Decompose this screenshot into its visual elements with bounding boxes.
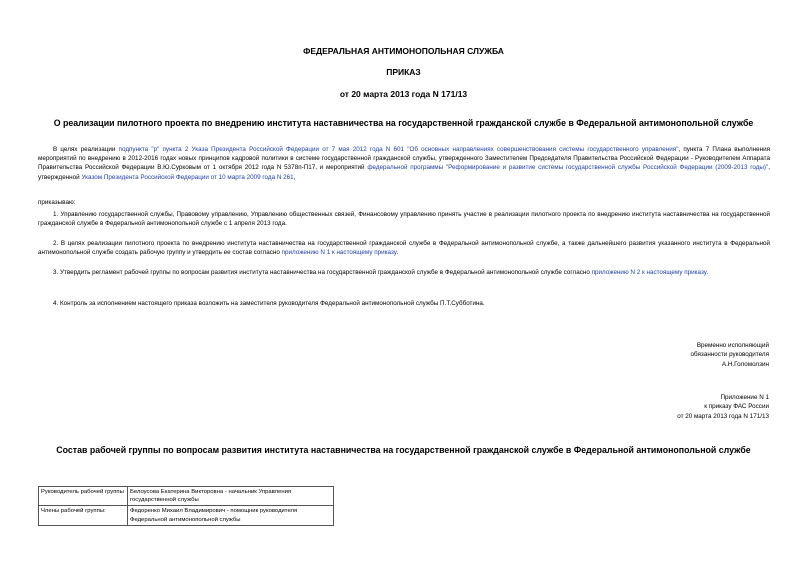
- link-appendix-1[interactable]: приложению N 1 к настоящему приказу: [281, 249, 397, 257]
- table-row: [39, 506, 334, 525]
- doc-type: ПРИКАЗ: [386, 67, 421, 77]
- preamble-paragraph: [38, 145, 770, 182]
- item-4: [38, 299, 770, 308]
- signature-line-1: Временно исполняющий: [696, 342, 769, 349]
- appendix-line-1: Приложение N 1: [720, 394, 769, 401]
- order-word: приказываю:: [38, 199, 76, 206]
- table-cell-member: Федоренко Михаил Владимирович - помощник руководителя Федеральной антимонопольной службы: [128, 506, 334, 525]
- appendix-title: Состав рабочей группы по вопросам развития института наставничества на государственной гражданской службе в Федеральной антимонопольной службе: [56, 445, 751, 455]
- item-1-text: 1. Управлению государственной службы, Правовому управлению, Управлению общественных связей, Финансовому управлению принять участие в реализации пилотного проекта по внедрению института наставничества на государственной гражданской службе в Федеральной антимонопольной службе с 1 апреля 2013 года.: [38, 211, 770, 228]
- working-group-table: [38, 486, 334, 526]
- link-ukaz-261[interactable]: Указом Президента Российской Федерации от 10 марта 2009 года N 261: [81, 173, 294, 181]
- preamble-text-1: В целях реализации: [53, 146, 119, 153]
- table-row: [39, 487, 334, 506]
- table-cell-member: Белоусова Екатерина Викторовна - начальник Управления государственной службы: [128, 487, 334, 506]
- item-3-end: .: [706, 269, 709, 276]
- table-cell-role: Руководитель рабочей группы: [39, 487, 128, 506]
- document-title: О реализации пилотного проекта по внедрению института наставничества на государственной гражданской службе в Федеральной антимонопольной службе: [53, 118, 754, 128]
- appendix-line-3: от 20 марта 2013 года N 171/13: [677, 412, 769, 420]
- table-cell-role: Члены рабочей группы:: [39, 506, 128, 525]
- signature-block: [691, 341, 769, 369]
- item-1: [38, 210, 770, 228]
- preamble-text-4: ,: [293, 173, 296, 181]
- signature-line-2: обязанности руководителя: [690, 351, 769, 359]
- preamble-text-2: , пункта 7 Плана выполнения мероприятий по внедрению в 2012-2016 годах новых принципов кадровой политики в системе государственной гражданской службы, утвержденного Заместителем Председателя Правительства Российской Федерации - Руководителем Аппарата Правительства Российской Федерации В.Ю.Сурковым от 1 октября 2012 года N 5378п-П17, и мероприятий: [38, 146, 770, 172]
- preamble-text-3: , утвержденной: [38, 164, 771, 181]
- link-federal-program[interactable]: федеральной программы "Реформирование и развитие системы государственной службы Российской Федерации (2009-2013 годы)": [367, 164, 769, 172]
- item-4-text: 4. Контроль за исполнением настоящего приказа возложить на заместителя руководителя Федеральной антимонопольной службы П.Т.Субботина.: [53, 300, 485, 307]
- item-2-end: .: [396, 249, 399, 257]
- signature-name: А.Н.Голомолзин: [721, 360, 769, 368]
- item-2-text: 2. В целях реализации пилотного проекта по внедрению института наставничества на государственной гражданской службе в Федеральной антимонопольной службе, а также дальнейшего развития указанного института в Федеральной антимонопольной службе создать рабочую группу и утвердить ее состав согласно: [38, 240, 770, 257]
- item-3: [38, 268, 770, 277]
- org-name: ФЕДЕРАЛЬНАЯ АНТИМОНОПОЛЬНАЯ СЛУЖБА: [303, 46, 504, 56]
- appendix-line-2: к приказу ФАС России: [704, 403, 769, 411]
- item-2: [38, 239, 770, 257]
- doc-date-number: от 20 марта 2013 года N 171/13: [339, 89, 468, 99]
- link-ukaz-601[interactable]: подпункта "р" пункта 2 Указа Президента Российской Федерации от 7 мая 2012 года N 601 "Об основных направлениях совершенствования системы государственного управления": [118, 146, 679, 153]
- link-appendix-2[interactable]: приложению N 2 к настоящему приказу: [591, 269, 707, 276]
- appendix-header: [677, 393, 769, 421]
- item-3-text: 3. Утвердить регламент рабочей группы по вопросам развития института наставничества на государственной гражданской службе в Федеральной антимонопольной службе согласно: [53, 269, 592, 276]
